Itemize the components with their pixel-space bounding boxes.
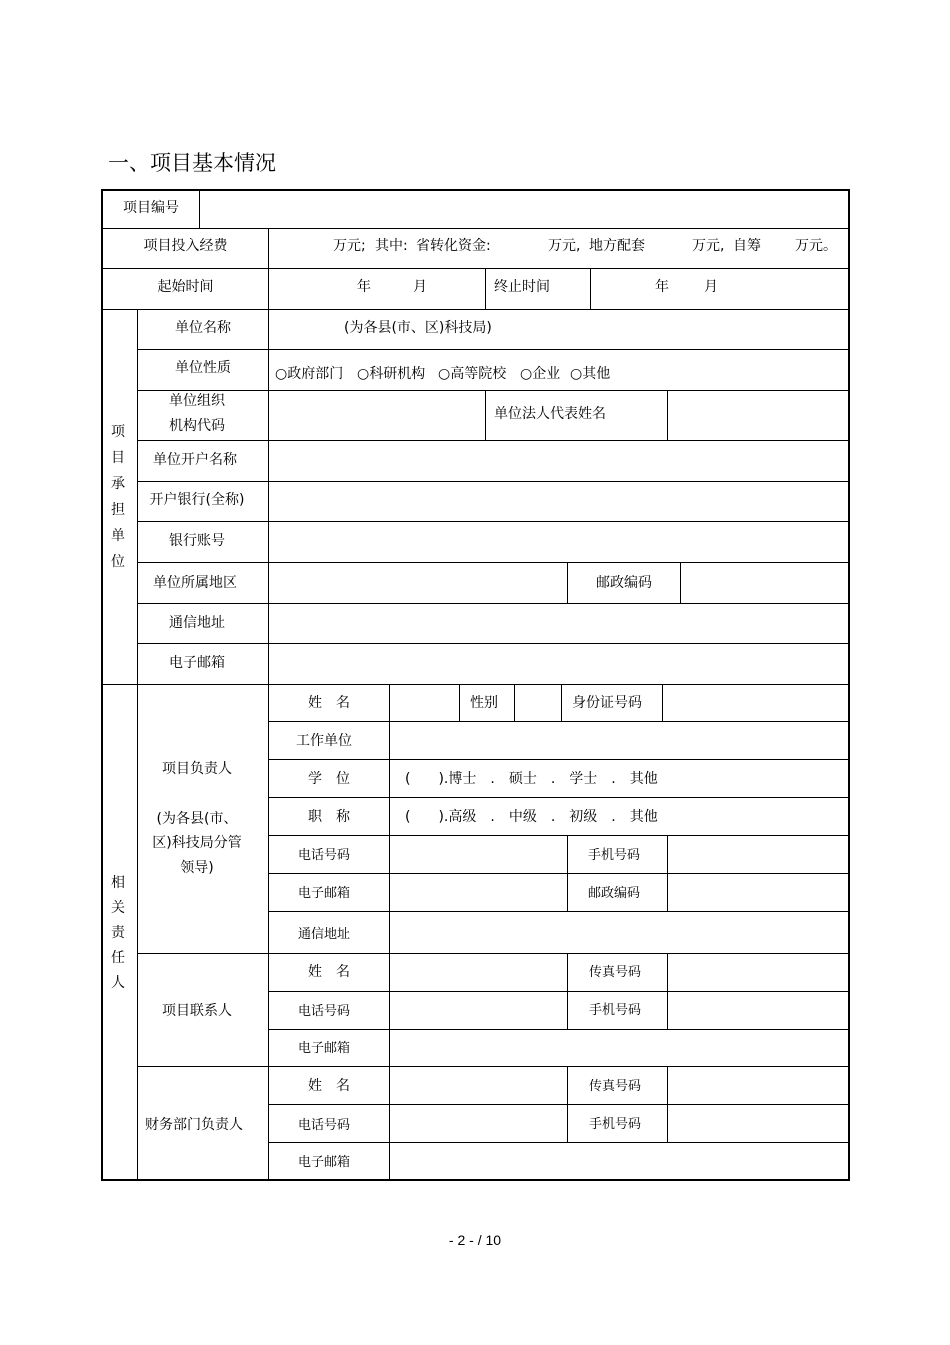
leader-id-field[interactable] (663, 685, 848, 721)
unit-address-label: 通信地址 (169, 615, 225, 631)
start-time-label: 起始时间 (157, 279, 214, 295)
unit-email-label: 电子邮箱 (169, 655, 225, 671)
finance-mobile-label: 手机号码 (588, 1117, 641, 1132)
unit-postcode-label: 邮政编码 (596, 575, 652, 591)
bank-field[interactable] (269, 482, 848, 521)
nature-option-other[interactable]: ○其他 (570, 366, 611, 382)
org-code-label-line1: 单位组织 (169, 393, 225, 409)
unit-name-hint: (为各县(市、区)科技局) (344, 320, 492, 336)
funding-unit-4: 万元。 (795, 238, 837, 254)
section-title: 一、项目基本情况 (108, 151, 276, 175)
funding-unit-2: 万元, (548, 238, 581, 254)
finance-name-label: 姓 名 (308, 1078, 350, 1094)
unit-group-char: 单 (111, 528, 125, 544)
leader-name-field[interactable] (390, 685, 459, 721)
leader-id-label: 身份证号码 (572, 695, 642, 711)
finance-fax-field[interactable] (668, 1067, 848, 1104)
contact-mobile-field[interactable] (668, 992, 848, 1029)
leader-email-label: 电子邮箱 (297, 886, 350, 901)
contact-phone-label: 电话号码 (297, 1004, 350, 1019)
unit-nature-label: 单位性质 (175, 360, 231, 376)
leader-postcode-field[interactable] (668, 874, 848, 911)
finance-label: 财务部门负责人 (145, 1117, 243, 1133)
legal-rep-label: 单位法人代表姓名 (494, 406, 606, 422)
funding-prov-label: 省转化资金: (416, 238, 491, 254)
start-month-label: 月 (413, 279, 427, 295)
contact-email-field[interactable] (390, 1030, 848, 1066)
end-month-label: 月 (704, 279, 718, 295)
org-code-label-line2: 机构代码 (169, 418, 225, 434)
finance-fax-label: 传真号码 (588, 1079, 641, 1094)
unit-group-char: 担 (111, 502, 125, 518)
leader-note-line2: 区)科技局分管 (152, 835, 242, 851)
leader-phone-field[interactable] (390, 836, 567, 873)
unit-group-char: 承 (111, 476, 125, 492)
contact-name-field[interactable] (390, 954, 567, 991)
persons-group-char: 责 (111, 925, 125, 941)
end-time-label: 终止时间 (494, 279, 550, 295)
contact-fax-field[interactable] (668, 954, 848, 991)
unit-postcode-field[interactable] (681, 563, 848, 603)
funding-other-label: 其中: (375, 238, 408, 254)
contact-name-label: 姓 名 (308, 964, 350, 980)
leader-note-line3: 领导) (180, 860, 214, 876)
unit-email-field[interactable] (269, 644, 848, 684)
leader-label: 项目负责人 (162, 761, 232, 777)
nature-option-government[interactable]: ○政府部门 (275, 366, 344, 382)
end-time-field[interactable] (591, 269, 848, 309)
region-field[interactable] (269, 563, 567, 603)
persons-group-char: 关 (111, 900, 125, 916)
finance-phone-field[interactable] (390, 1105, 567, 1142)
leader-work-unit-label: 工作单位 (296, 733, 352, 749)
org-code-field[interactable] (269, 391, 485, 440)
leader-name-label: 姓 名 (308, 695, 350, 711)
bank-label: 开户银行(全称) (149, 492, 245, 508)
finance-email-label: 电子邮箱 (297, 1155, 350, 1170)
leader-title-label: 职 称 (308, 809, 350, 825)
persons-group-char: 任 (111, 950, 125, 966)
account-no-label: 银行账号 (169, 533, 225, 549)
nature-option-university[interactable]: ○高等院校 (438, 366, 507, 382)
account-name-label: 单位开户名称 (153, 452, 237, 468)
account-no-field[interactable] (269, 522, 848, 562)
leader-title-options[interactable]: ( ).高级 . 中级 . 初级 . 其他 (405, 809, 658, 825)
unit-address-field[interactable] (269, 604, 848, 643)
leader-gender-label: 性别 (470, 695, 498, 711)
page-number: - 2 - / 10 (448, 1232, 502, 1248)
leader-note-line1: (为各县(市、 (156, 811, 238, 827)
contact-label: 项目联系人 (162, 1003, 232, 1019)
leader-degree-label: 学 位 (308, 771, 350, 787)
finance-mobile-field[interactable] (668, 1105, 848, 1142)
funding-unit-3: 万元, (692, 238, 725, 254)
leader-address-label: 通信地址 (297, 927, 350, 942)
finance-name-field[interactable] (390, 1067, 567, 1104)
end-year-label: 年 (655, 279, 669, 295)
leader-email-field[interactable] (390, 874, 567, 911)
funding-self-label: 自筹 (733, 238, 761, 254)
legal-rep-field[interactable] (668, 391, 848, 440)
unit-name-label: 单位名称 (175, 320, 231, 336)
leader-gender-field[interactable] (515, 685, 561, 721)
leader-work-unit-field[interactable] (390, 722, 848, 759)
finance-phone-label: 电话号码 (297, 1118, 350, 1133)
project-number-field[interactable] (200, 191, 848, 228)
persons-group-char: 相 (111, 875, 125, 891)
leader-phone-label: 电话号码 (297, 848, 350, 863)
start-year-label: 年 (357, 279, 371, 295)
funding-local-label: 地方配套 (589, 238, 645, 254)
finance-email-field[interactable] (390, 1143, 848, 1179)
project-number-label: 项目编号 (123, 200, 179, 216)
leader-mobile-field[interactable] (668, 836, 848, 873)
project-funding-label: 项目投入经费 (143, 238, 228, 254)
unit-group-char: 目 (111, 450, 125, 466)
persons-group-char: 人 (111, 975, 125, 991)
leader-mobile-label: 手机号码 (587, 848, 640, 863)
region-label: 单位所属地区 (153, 575, 237, 591)
unit-group-char: 项 (111, 424, 125, 440)
nature-option-enterprise[interactable]: ○企业 (520, 366, 561, 382)
start-time-field[interactable] (269, 269, 485, 309)
account-name-field[interactable] (269, 441, 848, 481)
contact-mobile-label: 手机号码 (588, 1003, 641, 1018)
contact-email-label: 电子邮箱 (297, 1041, 350, 1056)
funding-unit-1: 万元; (333, 238, 366, 254)
leader-degree-options[interactable]: ( ).博士 . 硕士 . 学士 . 其他 (405, 771, 658, 787)
leader-postcode-label: 邮政编码 (587, 886, 640, 901)
unit-group-char: 位 (111, 554, 125, 570)
leader-address-field[interactable] (390, 912, 848, 953)
nature-option-research[interactable]: ○科研机构 (357, 366, 426, 382)
contact-phone-field[interactable] (390, 992, 567, 1029)
contact-fax-label: 传真号码 (588, 965, 641, 980)
